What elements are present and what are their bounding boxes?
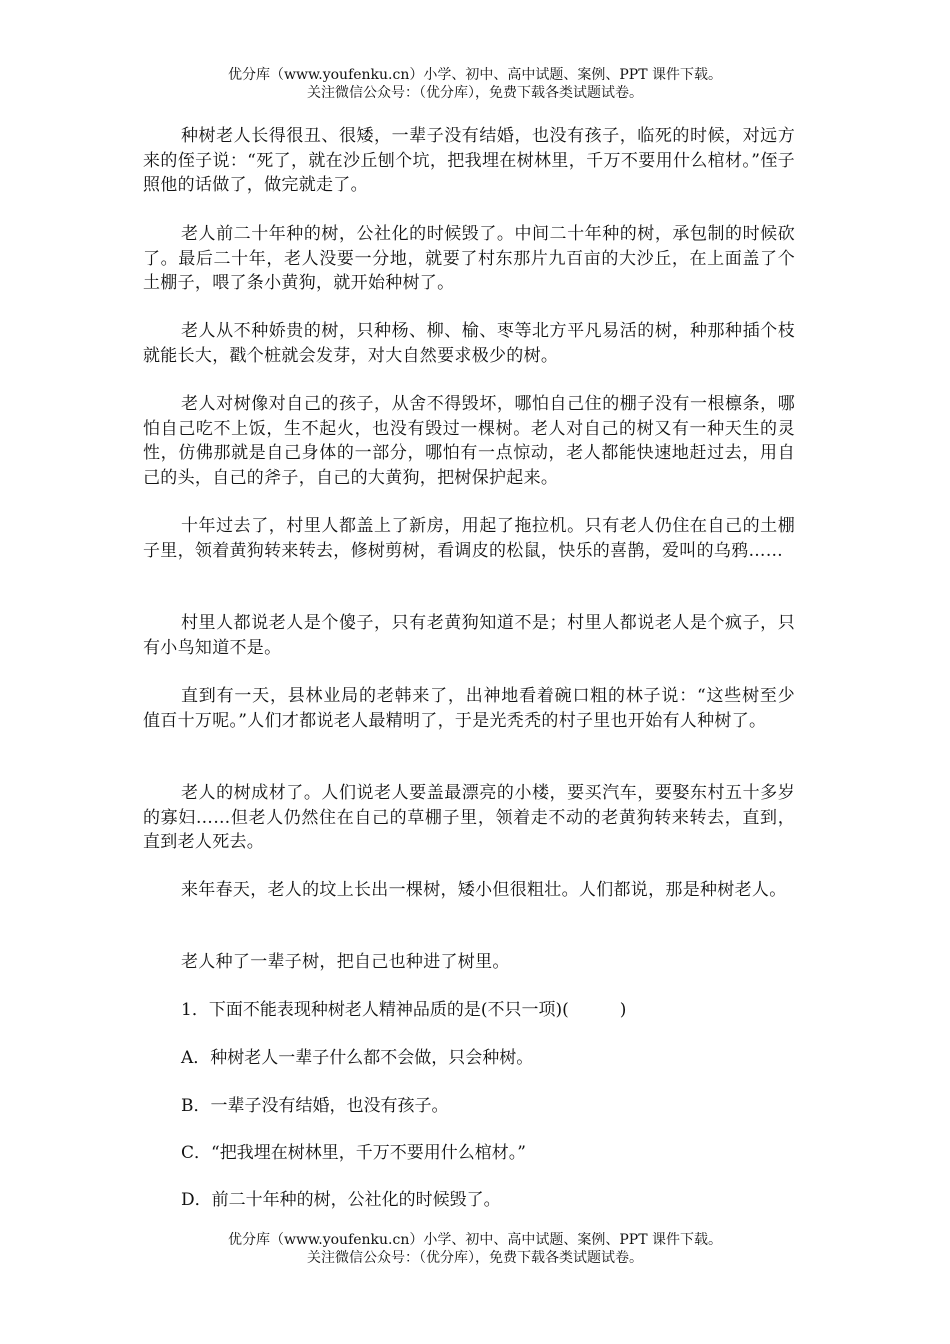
header-line-2: 关注微信公众号：（优分库），免费下载各类试题试卷。 <box>307 85 643 101</box>
footer-line-1: 优分库（www.youfenku.cn）小学、初中、高中试题、案例、PPT 课件下载。 <box>227 1232 722 1248</box>
paragraph-6: 村里人都说老人是个傻子，只有老黄狗知道不是；村里人都说老人是个疯子，只有小鸟知道不是。 <box>143 613 795 658</box>
page-header <box>0 66 950 102</box>
paragraph-1: 种树老人长得很丑、很矮，一辈子没有结婚，也没有孩子，临死的时候，对远方来的侄子说：“死了，就在沙丘刨个坑，把我埋在树林里，千万不要用什么棺材。”侄子照他的话做了，做完就走了。 <box>143 126 795 195</box>
header-line-1: 优分库（www.youfenku.cn）小学、初中、高中试题、案例、PPT 课件下载。 <box>227 67 722 83</box>
paragraph-2: 老人前二十年种的树，公社化的时候毁了。中间二十年种的树，承包制的时候砍了。最后二十年，老人没要一分地，就要了村东那片九百亩的大沙丘，在上面盖了个土棚子，喂了条小黄狗，就开始种树了。 <box>143 224 795 293</box>
paragraph-4: 老人对树像对自己的孩子，从舍不得毁坏，哪怕自己住的棚子没有一根檩条，哪怕自己吃不上饭，生不起火，也没有毁过一棵树。老人对自己的树又有一种天生的灵性，仿佛那就是自己身体的一部分，哪怕有一点惊动，老人都能快速地赶过去，用自己的头，自己的斧子，自己的大黄狗，把树保护起来。 <box>143 394 795 488</box>
question-stem: 1．下面不能表现种树老人精神品质的是(不只一项)( ) <box>181 1000 627 1020</box>
paragraph-3: 老人从不种娇贵的树，只种杨、柳、榆、枣等北方平凡易活的树，种那种插个枝就能长大，戳个桩就会发芽，对大自然要求极少的树。 <box>143 321 795 366</box>
page-footer <box>0 1231 950 1267</box>
paragraph-7: 直到有一天，县林业局的老韩来了，出神地看着碗口粗的林子说：“这些树至少值百十万呢。”人们才都说老人最精明了，于是光秃秃的村子里也开始有人种树了。 <box>143 686 795 731</box>
paragraph-5: 十年过去了，村里人都盖上了新房，用起了拖拉机。只有老人仍住在自己的土棚子里，领着黄狗转来转去，修树剪树，看调皮的松鼠，快乐的喜鹊，爱叫的乌鸦…… <box>143 516 795 561</box>
paragraph-10: 老人种了一辈子树，把自己也种进了树里。 <box>181 952 510 972</box>
paragraph-8: 老人的树成材了。人们说老人要盖最漂亮的小楼，要买汽车，要娶东村五十多岁的寡妇……但老人仍然住在自己的草棚子里，领着走不动的老黄狗转来转去，直到，直到老人死去。 <box>143 783 795 852</box>
option-a: A．种树老人一辈子什么都不会做，只会种树。 <box>181 1048 534 1068</box>
option-d: D．前二十年种的树，公社化的时候毁了。 <box>181 1190 501 1210</box>
paragraph-9: 来年春天，老人的坟上长出一棵树，矮小但很粗壮。人们都说，那是种树老人。 <box>181 880 787 900</box>
footer-line-2: 关注微信公众号：（优分库），免费下载各类试题试卷。 <box>307 1250 643 1266</box>
option-c: C．“把我埋在树林里，千万不要用什么棺材。” <box>181 1143 526 1163</box>
option-b: B．一辈子没有结婚，也没有孩子。 <box>181 1096 449 1116</box>
